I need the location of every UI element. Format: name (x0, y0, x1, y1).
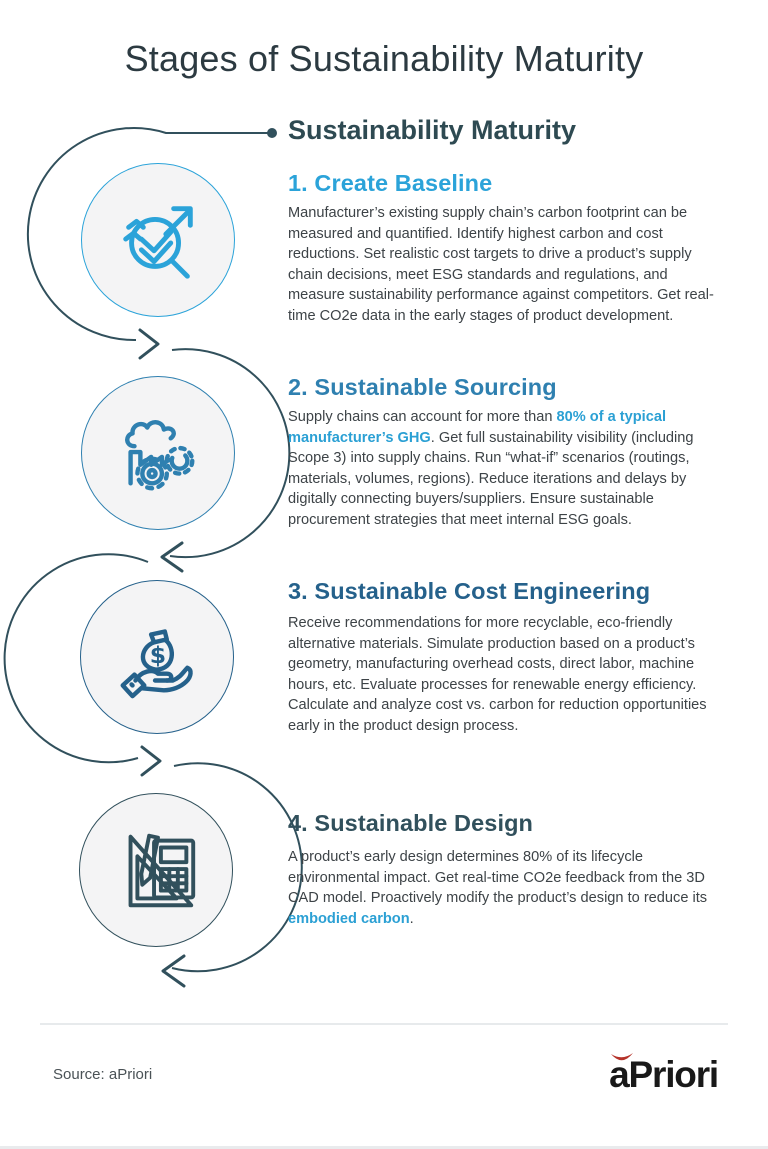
stage-1-heading: 1. Create Baseline (288, 170, 493, 196)
body-text-segment: Manufacturer’s existing supply chain’s carbon footprint can be measured and quantified. Identify highest carbon and cost reductions. Set realistic cost targets to drive a product’s supply chain decisions, meet ESG standards and regulations, and measure sustainability performance against competitors. Get real-time CO2e data in the early stages of product development. (288, 205, 714, 324)
stage-circle-4 (79, 793, 233, 947)
stage-4-heading: 4. Sustainable Design (288, 810, 534, 836)
inline-link[interactable]: embodied carbon (288, 910, 410, 927)
stage-circle-2 (81, 376, 235, 530)
arrow-right-icon (142, 747, 160, 775)
footer-divider (40, 1023, 728, 1025)
timeline-heading: Sustainability Maturity (288, 115, 577, 145)
stage-2-description (288, 407, 725, 531)
stage-circle-3 (80, 580, 234, 734)
body-text-segment: . (409, 910, 414, 927)
stage-2-heading: 2. Sustainable Sourcing (288, 374, 557, 400)
stage-1-description (288, 203, 725, 327)
money-bag-hand-icon (110, 610, 204, 704)
logo-breve-icon (609, 1052, 635, 1066)
source-credit: Source: aPriori (53, 1066, 153, 1083)
stage-4-description (288, 847, 725, 929)
factory-gears-icon (111, 406, 205, 500)
arrow-left-icon (163, 956, 184, 986)
stage-circle-1 (81, 163, 235, 317)
body-text-segment: Receive recommendations for more recyclable, eco-friendly alternative materials. Simulate production based on a product’s geometry, manufacturing overhead costs, direct labor, machine hours, etc. Evaluate processes for renewable energy efficiency. Calculate and analyze cost vs. carbon for reduction opportunities early in the product design process. (288, 615, 707, 734)
connector-start-dot (267, 128, 277, 138)
body-text-segment: Supply chains can account for more than (288, 409, 557, 425)
svg-text:$: $ (149, 640, 167, 669)
body-text-segment: A product’s early design determines 80% of its lifecycle environmental impact. Get real-time CO2e feedback from the 3D CAD model. Proactively modify the product’s design to reduce its (288, 849, 708, 907)
body-text-segment: . Get full sustainability visibility (including Scope 3) into supply chains. Run “what-if” scenarios (routings, materials, volumes, regions). Reduce iterations and delays by digitally connecting buyers/suppliers. Ensure sustainable procurement strategies that meet internal ESG goals. (288, 429, 694, 528)
arrow-left-icon (162, 543, 182, 571)
magnifier-trend-icon (111, 193, 205, 287)
page-title: Stages of Sustainability Maturity (124, 38, 644, 79)
stage-3-description (288, 613, 725, 737)
logo-text: aPriori (609, 1054, 718, 1095)
arrow-right-icon (140, 330, 158, 358)
inline-link[interactable]: 80% of a typical manufacturer’s GHG (288, 409, 667, 446)
stage-3-heading: 3. Sustainable Cost Engineering (288, 578, 651, 604)
drafting-calculator-icon (109, 823, 203, 917)
apriori-logo (609, 1053, 718, 1097)
